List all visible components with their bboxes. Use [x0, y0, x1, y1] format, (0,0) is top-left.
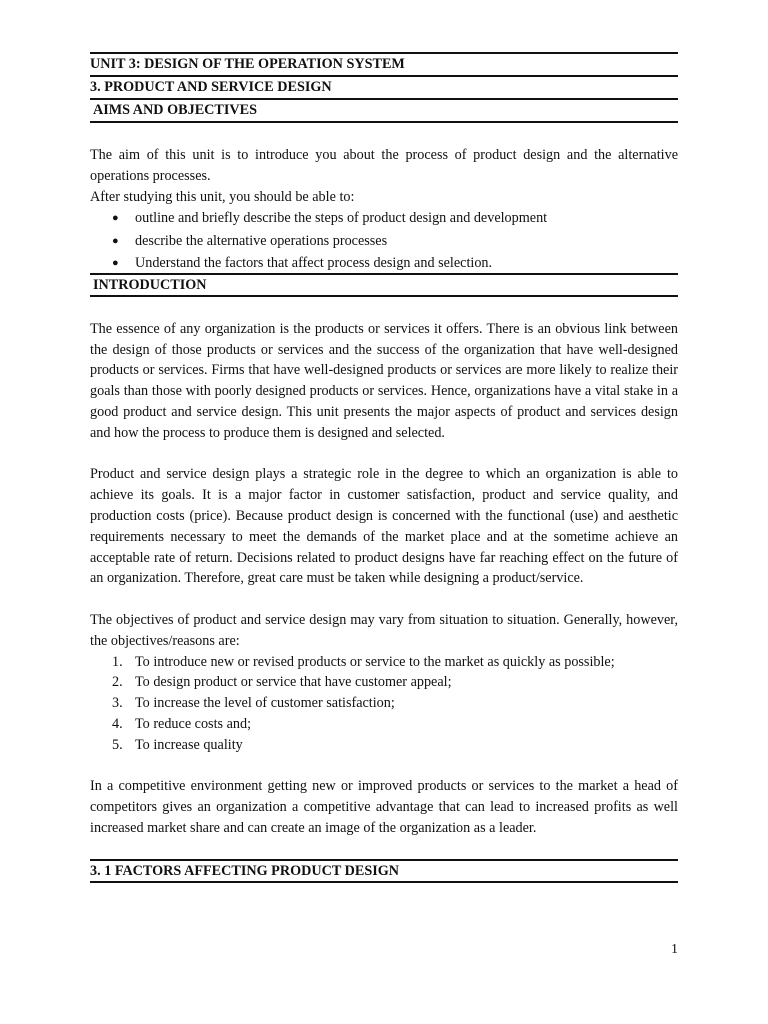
- aims-heading: AIMS AND OBJECTIVES: [90, 98, 678, 123]
- introduction-heading: INTRODUCTION: [90, 273, 678, 297]
- list-item: ● describe the alternative operations processes: [90, 230, 678, 253]
- list-item: ● Understand the factors that affect process design and selection.: [90, 252, 678, 275]
- aims-bullet-list: [90, 207, 678, 275]
- intro-paragraph-3: The objectives of product and service design may vary from situation to situation. Generally, however, the objectives/reasons are:: [90, 612, 678, 649]
- intro-paragraph-4: In a competitive environment getting new or improved products or services to the market a head of competitors gives an organization a competitive advantage that can lead to increased profits as well increased market share and can create an image of the organization as a leader.: [90, 778, 678, 837]
- bullet-icon: ●: [112, 212, 119, 225]
- bullet-icon: ●: [112, 257, 119, 270]
- list-item: 1. To introduce new or revised products or service to the market as quickly as possible;: [112, 653, 615, 670]
- list-item: 3. To increase the level of customer satisfaction;: [112, 695, 395, 712]
- page-body: [90, 52, 678, 883]
- list-item: 4. To reduce costs and;: [112, 716, 252, 733]
- title-block: [90, 52, 678, 123]
- aims-lead-in: After studying this unit, you should be able to:: [90, 188, 355, 205]
- intro-paragraph-1: The essence of any organization is the products or services it offers. There is an obvious link between the design of those products or services and the success of the organization that have well-designed products or services. Firms that have well-designed products or services are more likely to realize their goals than those with poorly designed products or services. Hence, organizations have a vital stake in a good product and service design. This unit presents the major aspects of product and services design and how the process to produce them is designed and selected.: [90, 320, 678, 441]
- section-heading: 3. PRODUCT AND SERVICE DESIGN: [90, 75, 678, 98]
- page-number: 1: [671, 942, 678, 957]
- list-item: ● outline and briefly describe the steps of product design and development: [90, 207, 678, 230]
- objectives-list: [90, 652, 678, 756]
- bullet-icon: ●: [112, 234, 119, 247]
- intro-paragraph-2: Product and service design plays a strategic role in the degree to which an organization is able to achieve its goals. It is a major factor in customer satisfaction, product and service quality, and production costs (price). Because product design is concerned with the functional (use) and aesthetic requirements necessary to meet the demands of the market place and at the sometime achieve an acceptable rate of return. Decisions related to product designs have far reaching effect on the future of an organization. Therefore, great care must be taken while designing a product/service.: [90, 466, 678, 587]
- factors-heading: 3. 1 FACTORS AFFECTING PRODUCT DESIGN: [90, 859, 678, 883]
- list-item: 5. To increase quality: [112, 736, 243, 753]
- unit-heading: UNIT 3: DESIGN OF THE OPERATION SYSTEM: [90, 52, 678, 75]
- aims-paragraph: The aim of this unit is to introduce you about the process of product design and the alternative operations processes.: [90, 147, 678, 184]
- list-item: 2. To design product or service that have customer appeal;: [112, 674, 452, 691]
